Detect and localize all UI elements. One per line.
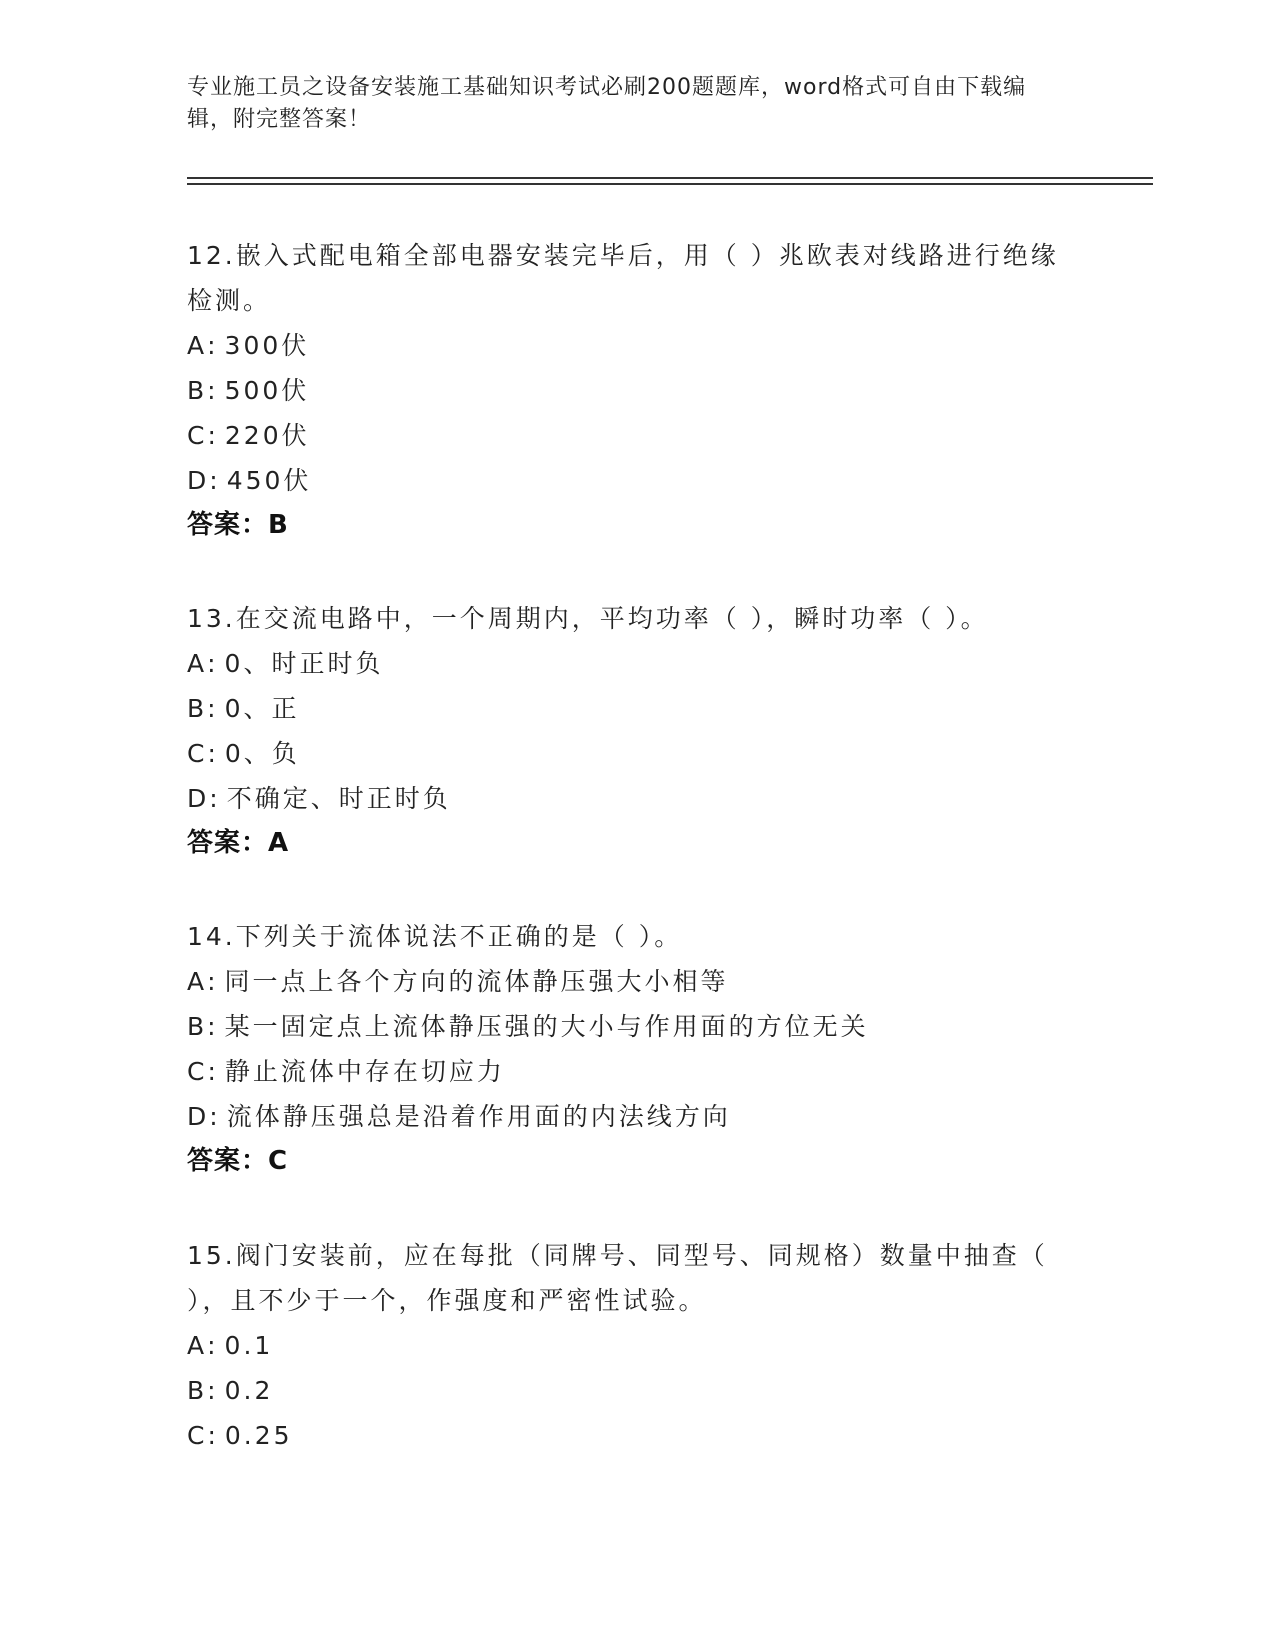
option-letter: D xyxy=(187,466,210,495)
option-separator: : xyxy=(207,1057,219,1086)
question-15 xyxy=(187,1233,1067,1458)
option-letter: A xyxy=(187,967,208,996)
option-separator: : xyxy=(207,1012,219,1041)
option-text: 同一点上各个方向的流体静压强大小相等 xyxy=(224,967,729,996)
option-c xyxy=(187,1049,1067,1094)
option-letter: B xyxy=(187,1012,208,1041)
option-letter: C xyxy=(187,739,208,768)
option-c xyxy=(187,1413,1067,1458)
option-separator: : xyxy=(207,376,219,405)
option-letter: B xyxy=(187,376,208,405)
option-a xyxy=(187,323,1067,368)
header-divider-top xyxy=(187,177,1153,179)
option-letter: A xyxy=(187,649,208,678)
option-separator: : xyxy=(207,1421,219,1450)
option-letter: A xyxy=(187,331,208,360)
option-text: 220伏 xyxy=(224,421,310,450)
option-a xyxy=(187,959,1067,1004)
option-text: 0、时正时负 xyxy=(224,649,384,678)
question-number: 15. xyxy=(187,1241,236,1270)
question-text: 在交流电路中，一个周期内，平均功率（ ），瞬时功率（ ）。 xyxy=(235,604,989,633)
option-text: 0.25 xyxy=(224,1421,293,1450)
option-text: 0.1 xyxy=(224,1331,274,1360)
option-letter: A xyxy=(187,1331,208,1360)
option-letter: D xyxy=(187,1102,210,1131)
question-12 xyxy=(187,233,1067,548)
option-text: 流体静压强总是沿着作用面的内法线方向 xyxy=(226,1102,731,1131)
answer-line: 答案：B xyxy=(187,510,289,540)
question-14 xyxy=(187,914,1067,1184)
option-separator: : xyxy=(207,739,219,768)
option-text: 不确定、时正时负 xyxy=(226,784,451,813)
option-text: 静止流体中存在切应力 xyxy=(224,1057,505,1086)
option-separator: : xyxy=(207,1331,219,1360)
question-number: 13. xyxy=(187,604,236,633)
document-header: 专业施工员之设备安装施工基础知识考试必刷200题题库，word格式可自由下载编辑，附完整答案！ xyxy=(187,75,1027,132)
option-letter: C xyxy=(187,421,208,450)
question-number: 14. xyxy=(187,922,236,951)
question-stem xyxy=(187,1233,1067,1323)
option-letter: D xyxy=(187,784,210,813)
option-text: 0、负 xyxy=(224,739,300,768)
option-a xyxy=(187,1323,1067,1368)
option-text: 300伏 xyxy=(224,331,310,360)
option-b xyxy=(187,686,1067,731)
option-separator: : xyxy=(209,784,221,813)
question-text: 嵌入式配电箱全部电器安装完毕后，用（ ）兆欧表对线路进行绝缘检测。 xyxy=(187,241,1059,315)
option-text: 0、正 xyxy=(224,694,300,723)
question-stem xyxy=(187,596,1067,641)
option-d xyxy=(187,1094,1067,1139)
option-d xyxy=(187,776,1067,821)
option-text: 0.2 xyxy=(224,1376,274,1405)
question-stem xyxy=(187,233,1067,323)
option-c xyxy=(187,731,1067,776)
option-separator: : xyxy=(207,694,219,723)
question-stem xyxy=(187,914,1067,959)
option-separator: : xyxy=(207,649,219,678)
option-a xyxy=(187,641,1067,686)
option-b xyxy=(187,1368,1067,1413)
option-letter: C xyxy=(187,1421,208,1450)
option-separator: : xyxy=(207,1376,219,1405)
question-number: 12. xyxy=(187,241,236,270)
answer-line: 答案：C xyxy=(187,1146,289,1176)
option-text: 某一固定点上流体静压强的大小与作用面的方位无关 xyxy=(224,1012,869,1041)
option-separator: : xyxy=(207,331,219,360)
question-text: 下列关于流体说法不正确的是（ ）。 xyxy=(235,922,683,951)
option-letter: C xyxy=(187,1057,208,1086)
option-separator: : xyxy=(209,466,221,495)
option-text: 450伏 xyxy=(226,466,312,495)
option-text: 500伏 xyxy=(224,376,310,405)
option-letter: B xyxy=(187,1376,208,1405)
option-b xyxy=(187,1004,1067,1049)
header-divider-bottom xyxy=(187,183,1153,185)
option-letter: B xyxy=(187,694,208,723)
answer-line: 答案：A xyxy=(187,828,290,858)
question-text: 阀门安装前，应在每批（同牌号、同型号、同规格）数量中抽查（ ），且不少于一个，作强度和严密性试验。 xyxy=(187,1241,1048,1315)
option-separator: : xyxy=(209,1102,221,1131)
option-c xyxy=(187,413,1067,458)
option-d xyxy=(187,458,1067,503)
option-separator: : xyxy=(207,967,219,996)
question-13 xyxy=(187,596,1067,866)
option-b xyxy=(187,368,1067,413)
option-separator: : xyxy=(207,421,219,450)
